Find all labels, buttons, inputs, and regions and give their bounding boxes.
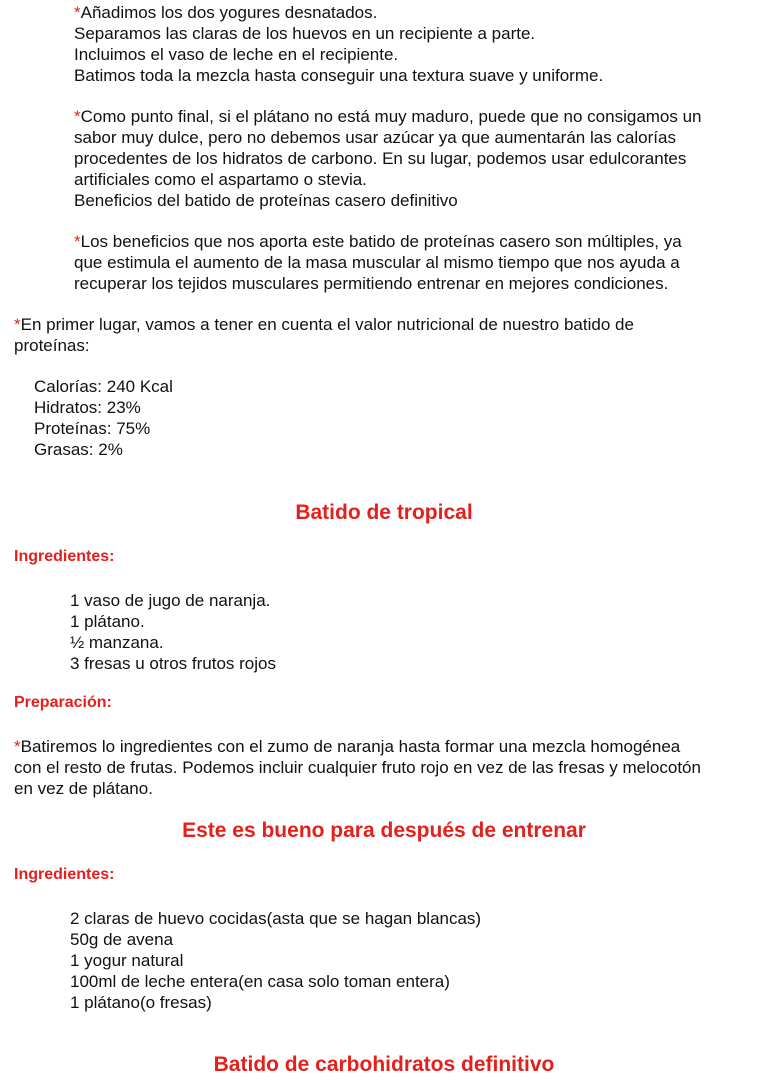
asterisk-marker: * xyxy=(74,3,81,22)
final-note-line-5: Beneficios del batido de proteínas casero definitivo xyxy=(74,191,458,210)
preparation-line-2: con el resto de frutas. Podemos incluir cualquier fruto rojo en vez de las fresas y melocotón xyxy=(14,758,701,777)
ingredient-item: 2 claras de huevo cocidas(asta que se hagan blancas) xyxy=(70,909,482,928)
nutrition-line-1: *En primer lugar, vamos a tener en cuenta el valor nutricional de nuestro batido de xyxy=(14,315,634,334)
nutrition-item: Proteínas: 75% xyxy=(34,419,151,438)
ingredient-item: 1 plátano. xyxy=(70,612,145,631)
nutrition-item: Grasas: 2% xyxy=(34,440,123,459)
asterisk-marker: * xyxy=(74,232,81,251)
final-note-line-2: sabor muy dulce, pero no debemos usar azúcar ya que aumentarán las calorías xyxy=(74,128,676,147)
nutrition-item: Hidratos: 23% xyxy=(34,398,141,417)
tropical-preparation-label: Preparación: xyxy=(14,694,112,711)
ingredient-item: 1 vaso de jugo de naranja. xyxy=(70,591,271,610)
ingredient-item: 1 yogur natural xyxy=(70,951,184,970)
benefits-line-1: *Los beneficios que nos aporta este batido de proteínas casero son múltiples, ya xyxy=(74,232,682,251)
ingredient-item: 3 fresas u otros frutos rojos xyxy=(70,654,276,673)
final-note-line-3: procedentes de los hidratos de carbono. En su lugar, podemos usar edulcorantes xyxy=(74,149,687,168)
final-note-line-1: *Como punto final, si el plátano no está muy maduro, puede que no consigamos un xyxy=(74,107,702,126)
benefits-line-3: recuperar los tejidos musculares permitiendo entrenar en mejores condiciones. xyxy=(74,274,669,293)
final-note-line-4: artificiales como el aspartamo o stevia. xyxy=(74,170,367,189)
intro-line-1: *Añadimos los dos yogures desnatados. xyxy=(74,3,378,22)
asterisk-marker: * xyxy=(14,737,21,756)
benefits-line-2: que estimula el aumento de la masa muscular al mismo tiempo que nos ayuda a xyxy=(74,253,680,272)
preparation-line-1: *Batiremos lo ingredientes con el zumo de naranja hasta formar una mezcla homogénea xyxy=(14,737,681,756)
asterisk-marker: * xyxy=(74,107,81,126)
ingredient-item: ½ manzana. xyxy=(70,633,164,652)
ingredient-item: 100ml de leche entera(en casa solo toman entera) xyxy=(70,972,450,991)
ingredient-item: 50g de avena xyxy=(70,930,174,949)
post-workout-title: Este es bueno para después de entrenar xyxy=(182,819,586,842)
tropical-title: Batido de tropical xyxy=(295,501,473,524)
preparation-line-3: en vez de plátano. xyxy=(14,779,153,798)
asterisk-marker: * xyxy=(14,315,21,334)
intro-line-3: Incluimos el vaso de leche en el recipiente. xyxy=(74,45,399,64)
post-workout-ingredients-label: Ingredientes: xyxy=(14,866,115,883)
intro-line-4: Batimos toda la mezcla hasta conseguir una textura suave y uniforme. xyxy=(74,66,604,85)
tropical-ingredients-label: Ingredientes: xyxy=(14,548,115,565)
carb-smoothie-title: Batido de carbohidratos definitivo xyxy=(213,1053,555,1076)
nutrition-item: Calorías: 240 Kcal xyxy=(34,377,173,396)
ingredient-item: 1 plátano(o fresas) xyxy=(70,993,212,1012)
nutrition-line-2: proteínas: xyxy=(14,336,90,355)
intro-line-2: Separamos las claras de los huevos en un recipiente a parte. xyxy=(74,24,536,43)
